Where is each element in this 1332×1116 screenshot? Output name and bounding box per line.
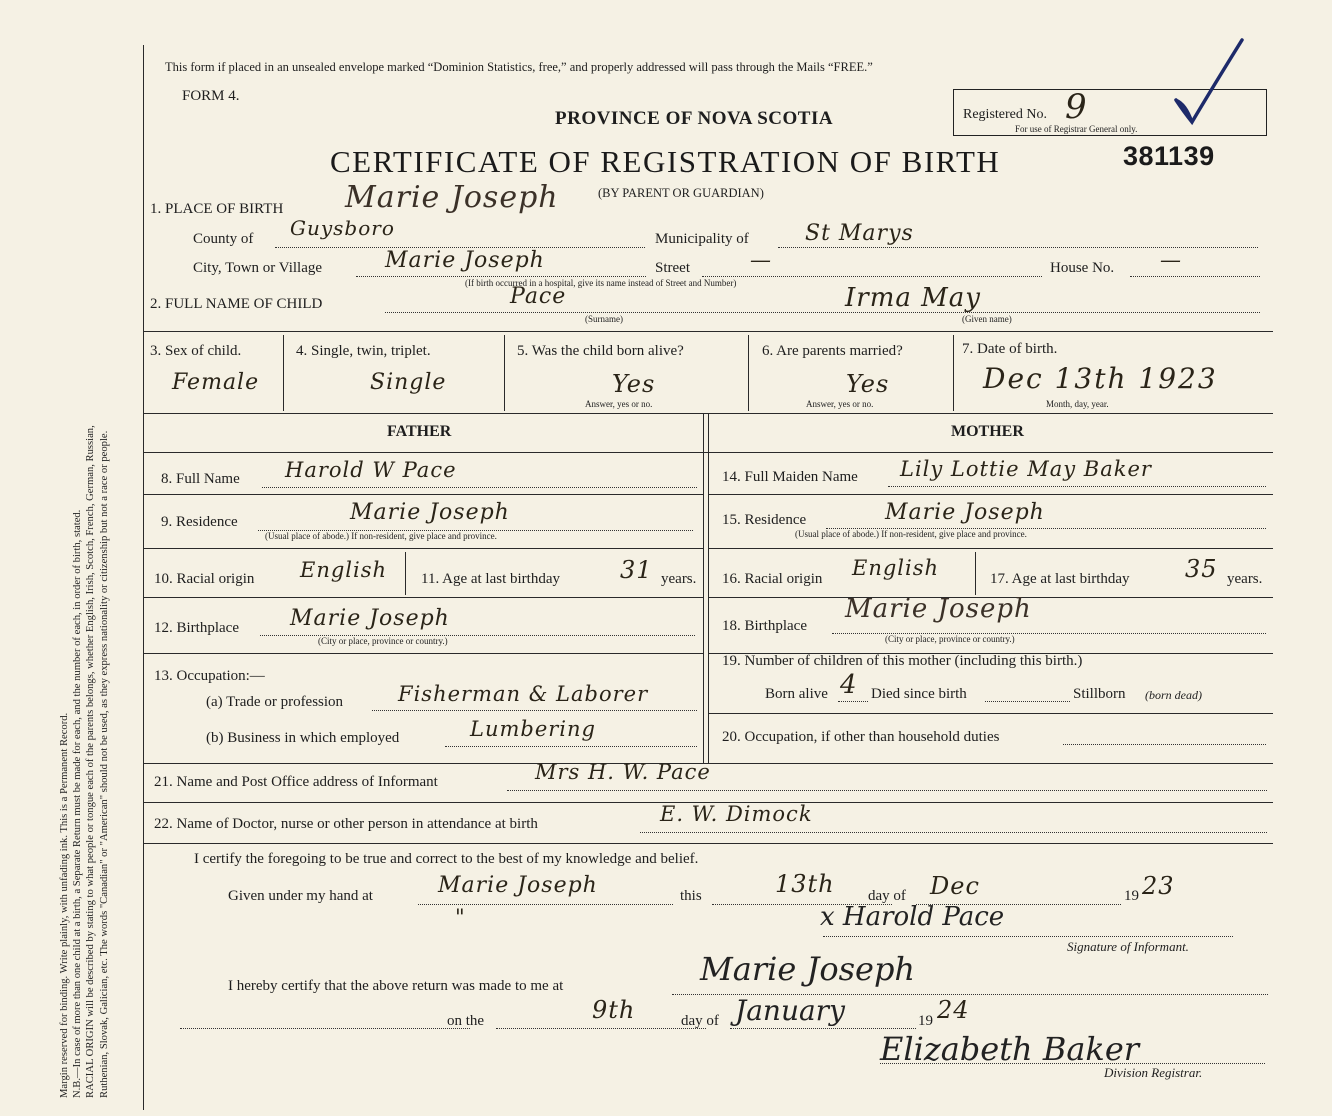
hospital-note: (If birth occurred in a hospital, give its name instead of Street and Number): [465, 278, 737, 288]
informant-label: 21. Name and Post Office address of Informant: [154, 774, 438, 790]
divider-f12: [143, 653, 703, 654]
col-sep-3: [748, 335, 749, 411]
dob-label: 7. Date of birth.: [962, 341, 1058, 357]
divider-heading: [143, 452, 1273, 453]
margin-note-1: Margin reserved for binding. Write plainly, with unfading ink. This is a Permanent Record.: [59, 712, 70, 1098]
city-label: City, Town or Village: [193, 260, 323, 276]
father-name-label: 8. Full Name: [161, 471, 240, 487]
father-race-label: 10. Racial origin: [154, 571, 255, 587]
born-alive-count-label: Born alive: [765, 686, 828, 702]
stillborn-note: (born dead): [1145, 688, 1202, 702]
divider-f10: [143, 597, 703, 598]
ditto-mark: ": [455, 905, 466, 929]
registrar-statement: I hereby certify that the above return was made to me at: [228, 978, 564, 994]
doctor-dots: [640, 832, 1267, 833]
place-of-birth-label: 1. PLACE OF BIRTH: [150, 201, 284, 217]
municipality-label: Municipality of: [655, 231, 749, 247]
father-residence-caption: (Usual place of abode.) If non-resident, give place and province.: [265, 531, 497, 541]
father-residence-value: Marie Joseph: [350, 500, 510, 525]
registrar-year-prefix: 19: [918, 1013, 933, 1029]
given-year-value: 23: [1142, 872, 1175, 900]
born-alive-caption: Answer, yes or no.: [585, 399, 653, 409]
father-residence-label: 9. Residence: [161, 514, 238, 530]
sex-value: Female: [172, 370, 260, 395]
house-label: House No.: [1050, 260, 1115, 276]
informant-signature-dots: [823, 936, 1233, 937]
given-caption: (Given name): [962, 314, 1012, 324]
mother-heading: MOTHER: [951, 423, 1024, 440]
died-since-birth-label: Died since birth: [871, 686, 967, 702]
divider-f9: [143, 548, 703, 549]
given-day-value: 13th: [775, 870, 835, 898]
divider-m14: [708, 494, 1273, 495]
margin-notes: [58, 18, 111, 1098]
parents-married-value: Yes: [846, 370, 890, 398]
mother-name-dots: [888, 486, 1266, 487]
place-of-birth-value: Marie Joseph: [345, 180, 559, 215]
registrar-month-value: January: [735, 994, 845, 1027]
sex-label: 3. Sex of child.: [150, 343, 242, 359]
born-alive-dots: [838, 701, 868, 702]
col-sep-2: [504, 335, 505, 411]
mother-residence-value: Marie Joseph: [885, 500, 1045, 525]
center-divider-2: [708, 413, 709, 763]
mother-age-value: 35: [1185, 555, 1218, 583]
dob-caption: Month, day, year.: [1046, 399, 1109, 409]
father-age-value: 31: [620, 556, 653, 584]
registered-number: 9: [1065, 87, 1088, 127]
surname-caption: (Surname): [585, 314, 623, 324]
father-occupation-label: 13. Occupation:—: [154, 668, 265, 684]
parents-married-caption: Answer, yes or no.: [806, 399, 874, 409]
this-label: this: [680, 888, 702, 904]
stamp-number: 381139: [1123, 141, 1215, 171]
registrar-place-value: Marie Joseph: [700, 950, 916, 988]
form-number: FORM 4.: [182, 88, 240, 104]
father-trade-dots: [372, 710, 697, 711]
city-value: Marie Joseph: [385, 248, 545, 273]
registrar-day-value: 9th: [592, 996, 636, 1024]
on-the-label: on the: [447, 1013, 485, 1029]
father-trade-value: Fisherman & Laborer: [398, 682, 649, 706]
born-alive-label: 5. Was the child born alive?: [517, 343, 684, 359]
registrar-year-value: 24: [937, 996, 970, 1024]
check-mark-icon: [1170, 30, 1260, 130]
margin-note-4: Ruthenian, Slovak, Galician, etc. The words "Canadian" or "American" should not be used, as they express nationality or citizenship but not a race or people.: [98, 430, 110, 1098]
divider-doctor: [143, 843, 1273, 844]
given-year-prefix: 19: [1124, 888, 1139, 904]
page-subtitle: (BY PARENT OR GUARDIAN): [598, 186, 764, 200]
registrar-caption: Division Registrar.: [1104, 1065, 1203, 1080]
mailing-notice: This form if placed in an unsealed envelope marked “Dominion Statistics, free,” and properly addressed will pass through the Mails “FREE.”: [165, 60, 873, 74]
father-business-dots: [445, 746, 697, 747]
county-label: County of: [193, 231, 254, 247]
certify-statement: I certify the foregoing to be true and correct to the best of my knowledge and belief.: [194, 851, 699, 867]
child-name-label: 2. FULL NAME OF CHILD: [150, 296, 323, 312]
col-sep-4: [953, 335, 954, 411]
center-divider-1: [703, 413, 704, 763]
father-birthplace-value: Marie Joseph: [290, 606, 450, 631]
registrar-signature-dots: [880, 1063, 1265, 1064]
given-day-of-label: day of: [868, 888, 906, 904]
father-birthplace-caption: (City or place, province or country.): [318, 636, 448, 646]
informant-signature-caption: Signature of Informant.: [1067, 939, 1189, 954]
registrar-leading-dots: [180, 1028, 470, 1029]
father-name-dots: [262, 487, 697, 488]
divider-child: [143, 331, 1273, 332]
mother-occupation-dots: [1063, 744, 1266, 745]
given-place-value: Marie Joseph: [438, 873, 598, 898]
mother-age-unit: years.: [1227, 571, 1263, 587]
mother-name-value: Lily Lottie May Baker: [900, 457, 1152, 481]
margin-note-2: N.B.—In case of more than one child at a birth, a Separate Return must be made for each, and the number of each, in order of birth, stated.: [72, 509, 84, 1098]
informant-value: Mrs H. W. Pace: [535, 760, 711, 784]
father-trade-label: (a) Trade or profession: [206, 694, 344, 710]
registrar-day-dots: [496, 1028, 706, 1029]
plurality-label: 4. Single, twin, triplet.: [296, 343, 431, 359]
doctor-label: 22. Name of Doctor, nurse or other person in attendance at birth: [154, 816, 538, 832]
province-heading: PROVINCE OF NOVA SCOTIA: [555, 108, 834, 129]
father-age-unit: years.: [661, 571, 697, 587]
registrar-note: For use of Registrar General only.: [1015, 124, 1138, 134]
given-under-hand-label: Given under my hand at: [228, 888, 373, 904]
municipality-dots: [778, 247, 1258, 248]
mother-race-value: English: [852, 556, 940, 580]
informant-signature: x Harold Pace: [820, 902, 1005, 932]
father-business-label: (b) Business in which employed: [206, 730, 400, 746]
municipality-value: St Marys: [805, 221, 914, 246]
mother-age-label: 17. Age at last birthday: [990, 571, 1130, 587]
father-heading: FATHER: [387, 423, 452, 440]
died-dots: [985, 701, 1070, 702]
street-value: —: [750, 248, 772, 272]
left-border: [143, 45, 144, 1110]
father-name-value: Harold W Pace: [285, 458, 457, 482]
father-age-label: 11. Age at last birthday: [421, 571, 560, 587]
street-dots: [702, 276, 1042, 277]
born-alive-count-value: 4: [840, 670, 858, 700]
mother-occupation-label: 20. Occupation, if other than household duties: [722, 729, 1000, 745]
doctor-value: E. W. Dimock: [660, 802, 813, 826]
registrar-day-of-label: day of: [681, 1013, 719, 1029]
page-title: CERTIFICATE OF REGISTRATION OF BIRTH: [330, 144, 1001, 179]
born-alive-value: Yes: [612, 370, 656, 398]
given-month-value: Dec: [930, 872, 980, 900]
registrar-signature: Elizabeth Baker: [880, 1030, 1140, 1068]
mother-birthplace-caption: (City or place, province or country.): [885, 634, 1015, 644]
parents-married-label: 6. Are parents married?: [762, 343, 903, 359]
county-value: Guysboro: [290, 216, 395, 240]
mother-residence-label: 15. Residence: [722, 512, 807, 528]
mother-name-label: 14. Full Maiden Name: [722, 469, 858, 485]
father-race-value: English: [300, 558, 388, 582]
house-value: —: [1160, 248, 1182, 272]
margin-note-3: RACIAL ORIGIN will be described by stating to what people or tongue each of the parents belongs, whether English, Irish, Scotch, French, German, Russian,: [85, 425, 97, 1098]
plurality-value: Single: [370, 370, 447, 395]
child-name-dots: [385, 312, 1260, 313]
mother-race-label: 16. Racial origin: [722, 571, 823, 587]
registered-label: Registered No.: [963, 107, 1047, 122]
divider-f8: [143, 494, 703, 495]
street-label: Street: [655, 260, 690, 276]
col-sep-1: [283, 335, 284, 411]
stillborn-label: Stillborn: [1073, 686, 1126, 702]
mother-birthplace-label: 18. Birthplace: [722, 618, 807, 634]
father-business-value: Lumbering: [470, 717, 596, 741]
registrar-month-dots: [730, 1028, 916, 1029]
city-dots: [356, 276, 646, 277]
race-box-m: [975, 552, 976, 595]
divider-m19: [708, 713, 1273, 714]
child-given-name: Irma May: [845, 283, 981, 313]
mother-birthplace-value: Marie Joseph: [845, 594, 1032, 624]
house-dots: [1130, 276, 1260, 277]
mother-residence-caption: (Usual place of abode.) If non-resident, give place and province.: [795, 529, 1027, 539]
child-surname: Pace: [510, 284, 567, 309]
informant-dots: [507, 790, 1267, 791]
dob-value: Dec 13th 1923: [983, 362, 1218, 395]
mother-children-label: 19. Number of children of this mother (including this birth.): [722, 653, 1083, 669]
divider-m15: [708, 548, 1273, 549]
race-box-f: [405, 552, 406, 595]
father-birthplace-label: 12. Birthplace: [154, 620, 239, 636]
